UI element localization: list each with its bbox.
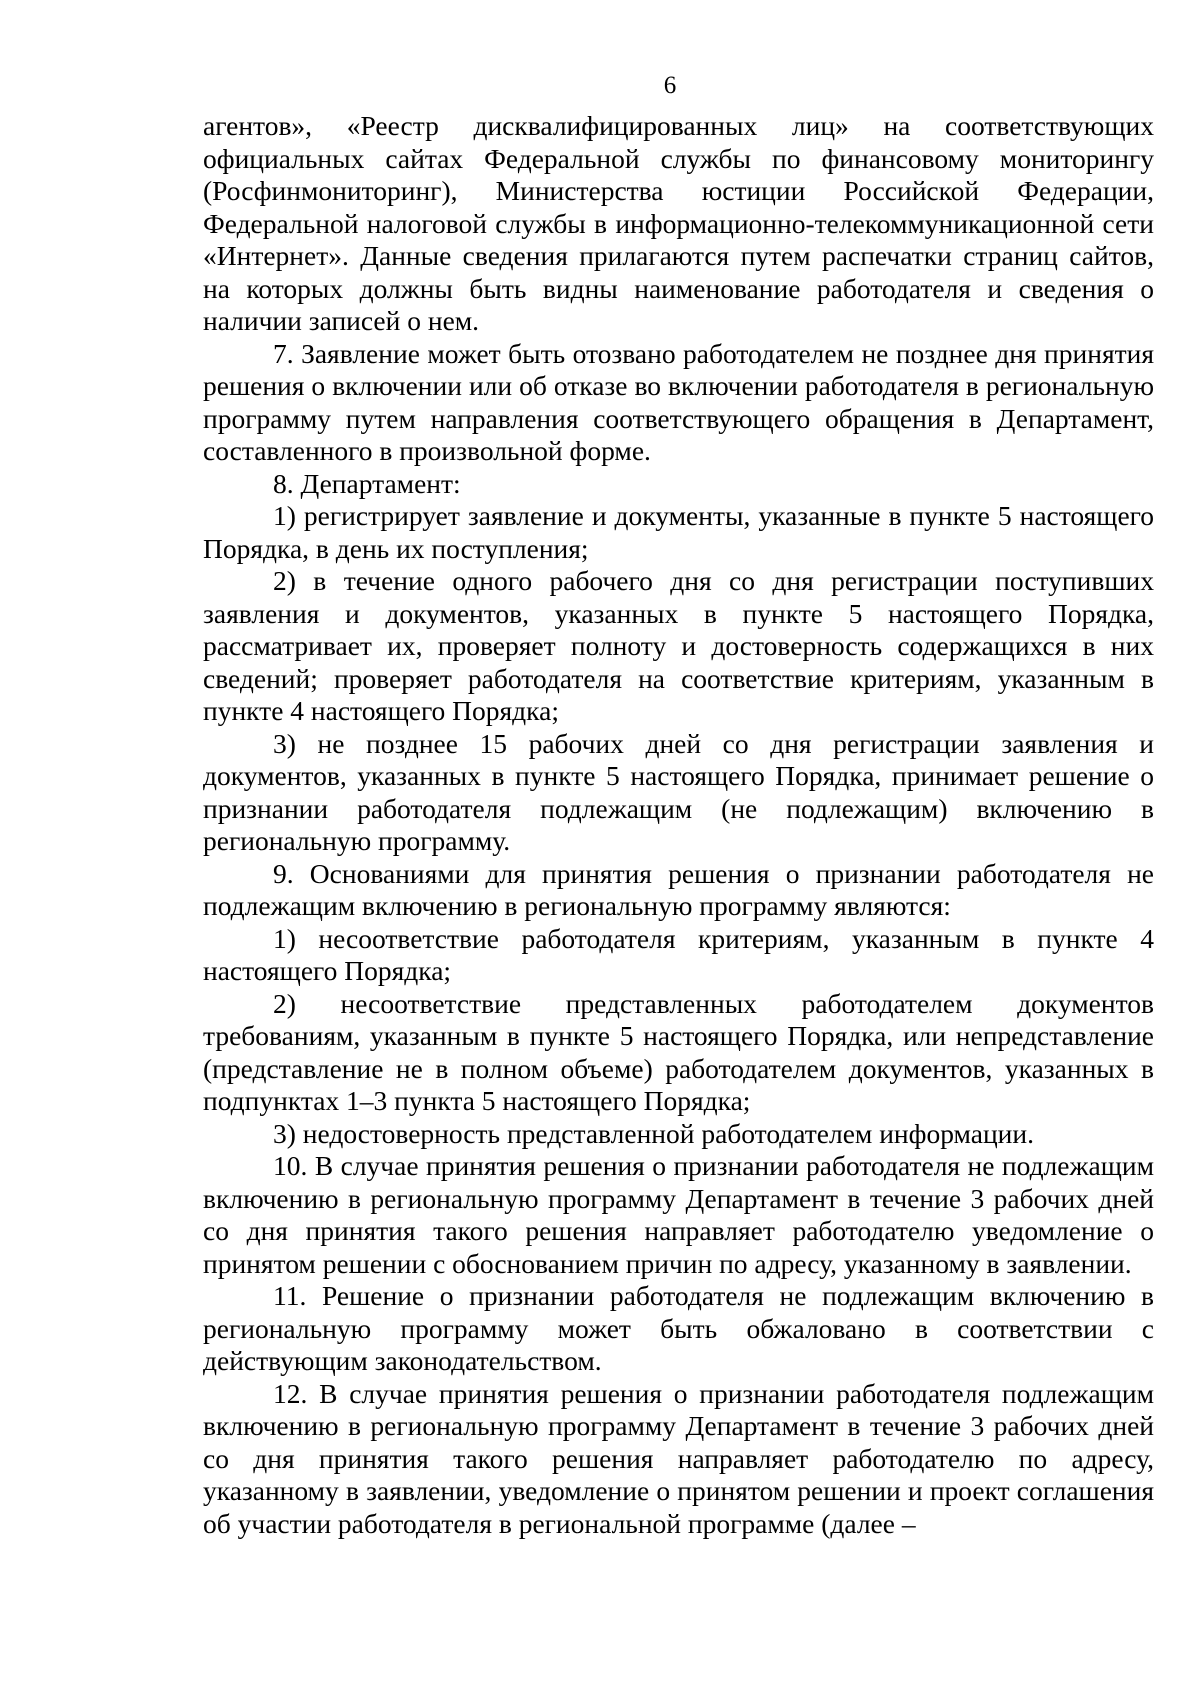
paragraph-item-8-3: 3) не позднее 15 рабочих дней со дня регистрации заявления и документов, указанных в пункте 5 настоящего Порядка, принимает решение о признании работодателя подлежащим (не подлежащим) включению в региональную программу.	[203, 727, 1154, 856]
paragraph-item-9-2: 2) несоответствие представленных работодателем документов требованиям, указанным в пункте 5 настоящего Порядка, или непредставление (представление не в полном объеме) работодателем документов, указанных в подпунктах 1–3 пункта 5 настоящего Порядка;	[203, 987, 1154, 1116]
document-body	[203, 110, 1154, 1540]
paragraph-item-9-3: 3) недостоверность представленной работодателем информации.	[273, 1117, 1034, 1149]
paragraph-item-9: 9. Основаниями для принятия решения о признании работодателя не подлежащим включению в региональную программу являются:	[203, 857, 1154, 921]
paragraph-item-10: 10. В случае принятия решения о признании работодателя не подлежащим включению в региональную программу Департамент в течение 3 рабочих дней со дня принятия такого решения направляет работодателю уведомление о принятом решении с обоснованием причин по адресу, указанному в заявлении.	[203, 1150, 1154, 1279]
paragraph-item-7: 7. Заявление может быть отозвано работодателем не позднее дня принятия решения о включении или об отказе во включении работодателя в региональную программу путем направления соответствующего обращения в Департамент, составленного в произвольной форме.	[203, 337, 1154, 466]
paragraph-item-8: 8. Департамент:	[273, 467, 461, 499]
page-number: 6	[663, 72, 677, 99]
paragraph-item-12: 12. В случае принятия решения о признании работодателя подлежащим включению в региональную программу Департамент в течение 3 рабочих дней со дня принятия такого решения направляет работодателю по адресу, указанному в заявлении, уведомление о принятом решении и проект соглашения об участии работодателя в региональной программе (далее –	[203, 1377, 1154, 1539]
paragraph-item-8-1: 1) регистрирует заявление и документы, указанные в пункте 5 настоящего Порядка, в день их поступления;	[203, 500, 1154, 564]
paragraph-continuation: агентов», «Реестр дисквалифицированных лиц» на соответствующих официальных сайтах Федеральной службы по финансовому мониторингу (Росфинмониторинг), Министерства юстиции Российской Федерации, Федеральной налоговой службы в информационно-телекоммуникационной сети «Интернет». Данные сведения прилагаются путем распечатки страниц сайтов, на которых должны быть видны наименование работодателя и сведения о наличии записей о нем.	[203, 110, 1154, 336]
paragraph-item-9-1: 1) несоответствие работодателя критериям, указанным в пункте 4 настоящего Порядка;	[203, 922, 1154, 986]
paragraph-item-8-2: 2) в течение одного рабочего дня со дня регистрации поступивших заявления и документов, указанных в пункте 5 настоящего Порядка, рассматривает их, проверяет полноту и достоверность содержащихся в них сведений; проверяет работодателя на соответствие критериям, указанным в пункте 4 настоящего Порядка;	[203, 565, 1154, 726]
paragraph-item-11: 11. Решение о признании работодателя не подлежащим включению в региональную программу может быть обжаловано в соответствии с действующим законодательством.	[203, 1280, 1154, 1376]
